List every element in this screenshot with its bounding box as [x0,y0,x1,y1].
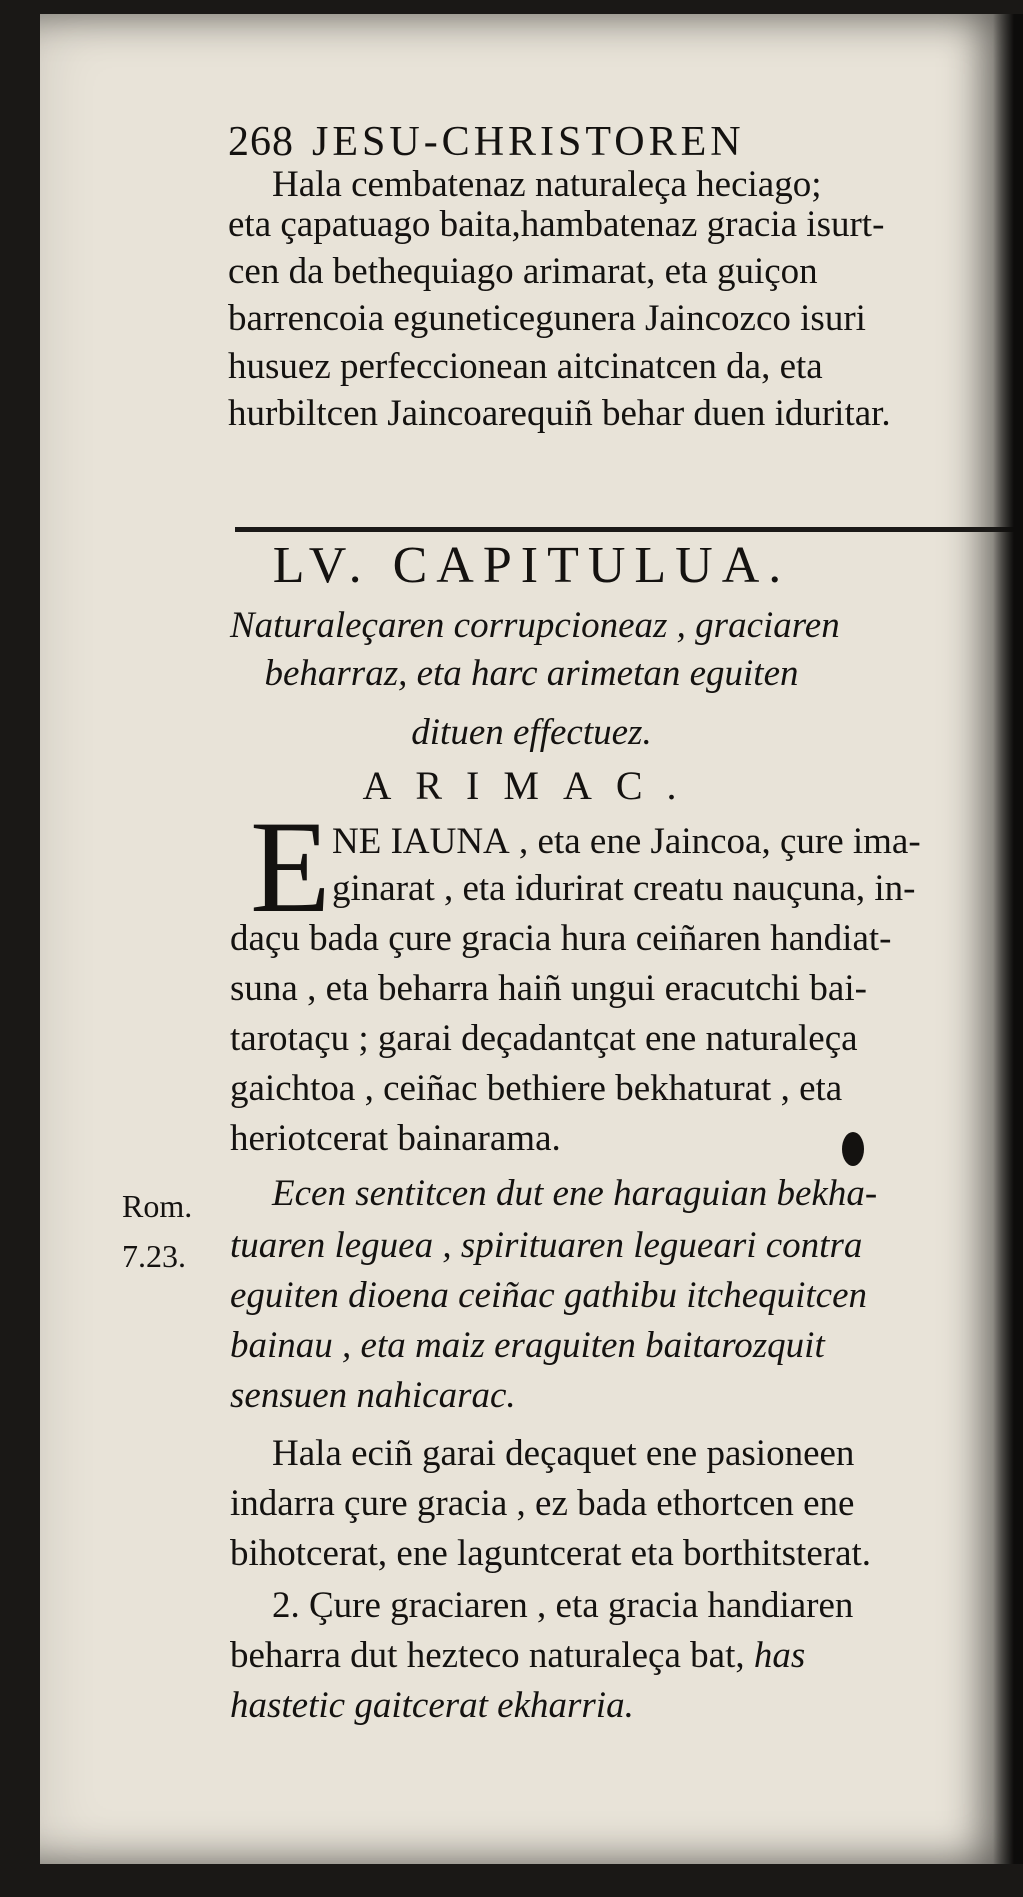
text-line: heriotcerat bainarama. [230,1118,561,1159]
book-page [40,14,1023,1864]
text-line: Hala cembatenaz naturaleça heciago; [272,164,822,205]
chapter-subtitle-line: dituen effectuez. [411,712,652,753]
text-line: bihotcerat, ene laguntcerat eta borthitsterat. [230,1533,872,1574]
chapter-subtitle-line: Naturaleçaren corrupcioneaz , graciaren [230,605,840,646]
text-line: gaichtoa , ceiñac bethiere bekhaturat , eta [230,1068,843,1109]
section-rule [235,527,1023,532]
chapter-subtitle-line: beharraz, eta harc arimetan eguiten [264,653,799,694]
paragraph-mark-icon [842,1132,864,1166]
text-line: tarotaçu ; garai deçadantçat ene naturaleça [230,1018,858,1059]
marginal-note-line: 7.23. [122,1238,186,1274]
text-line: 2. Çure graciaren , eta gracia handiaren [272,1585,854,1626]
text-line: hurbiltcen Jaincoarequiñ behar duen iduritar. [228,393,891,434]
running-header [228,119,745,165]
text-line: cen da bethequiago arimarat, eta guiçon [228,251,818,292]
opening-words: NE IAUNA [332,821,510,862]
text-line: daçu bada çure gracia hura ceiñaren handiat- [230,918,892,959]
text-line [332,822,921,862]
text-line-rest: , eta ene Jaincoa, çure ima- [519,821,921,862]
text-line-italic: has [753,1635,806,1676]
marginal-note-line: Rom. [122,1188,193,1224]
running-title: JESU-CHRISTOREN [312,119,745,165]
chapter-heading: LV. CAPITULUA. [272,537,791,594]
text-line: ginarat , eta idurirat creatu nauçuna, in- [332,868,916,909]
text-line: eta çapatuago baita,hambatenaz gracia isurt- [228,204,885,245]
text-line: indarra çure gracia , ez bada ethortcen ene [230,1483,855,1524]
quote-line: sensuen nahicarac. [230,1375,516,1416]
page-number: 268 [228,119,294,165]
quote-line: eguiten dioena ceiñac gathibu itchequitcen [230,1275,868,1316]
text-line: barrencoia eguneticegunera Jaincozco isuri [228,298,866,339]
quote-line: bainau , eta maiz eraguiten baitarozquit [230,1325,825,1366]
text-line-regular: beharra dut hezteco naturaleça bat, [230,1635,745,1676]
text-line: husuez perfeccionean aitcinatcen da, eta [228,346,823,387]
quote-line: Ecen sentitcen dut ene haraguian bekha- [272,1173,878,1214]
page-gutter-shadow [993,14,1023,1864]
text-line: suna , eta beharra haiñ ungui eracutchi bai- [230,968,867,1009]
drop-cap: E [250,793,331,940]
quote-line: tuaren leguea , spirituaren legueari contra [230,1225,863,1266]
text-line: hastetic gaitcerat ekharria. [230,1685,634,1726]
speaker-label: ARIMAC. [362,763,701,808]
text-line [230,1636,805,1676]
text-line: Hala eciñ garai deçaquet ene pasioneen [272,1433,855,1474]
